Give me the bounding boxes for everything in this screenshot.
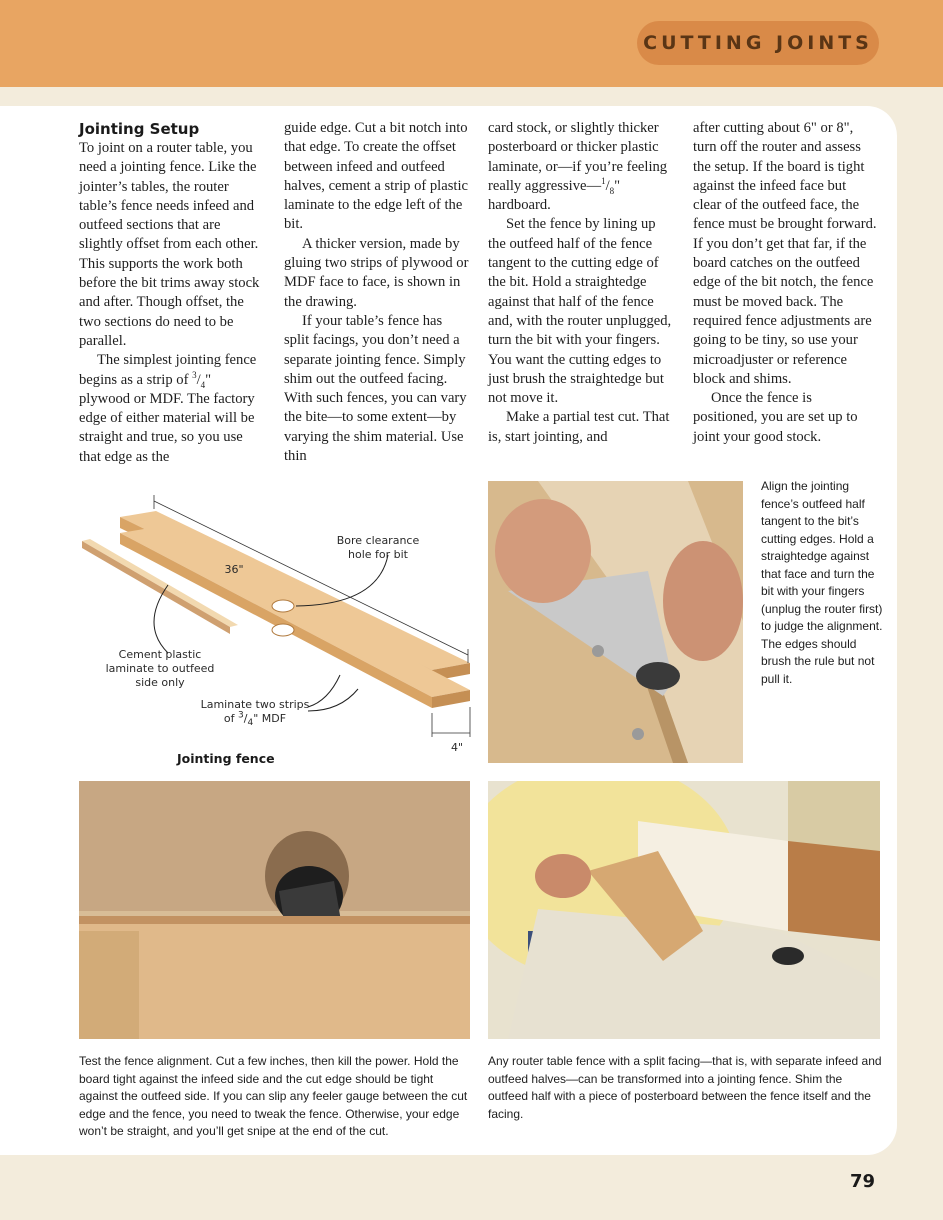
col2-paragraph-3: If your table’s fence has split facings, you don’t need a separate jointing fence. Simply shim out the outfeed facing. With such fences, you can vary the bite—to some extent—by varying the shim material. Use thin bbox=[284, 312, 467, 465]
col1-paragraph-1: To joint on a router table, you need a jointing fence. Like the jointer’s tables, the router table’s fence needs infeed and outfeed sections that are slightly offset from each other. This supports the work both before the bit trims away stock and after. Though offset, the two sections do need to be parallel. bbox=[79, 140, 260, 349]
col3-paragraph-1: card stock, or slightly thicker posterboard or thicker plastic laminate, or—if you’re feeling really $aggressive—^1/_8$" hardboard. bbox=[488, 120, 668, 214]
text-column-1 bbox=[79, 119, 264, 467]
chapter-tab bbox=[637, 21, 879, 65]
dim-width-label: 4" bbox=[450, 741, 464, 754]
col1-paragraph-2: The simplest jointing fence begins as a strip of $^3/_4$" plywood or MDF. The factory edge of either material will be straight and true, so you use that edge as the bbox=[79, 352, 257, 465]
page-number: 79 bbox=[850, 1171, 876, 1192]
laminate-strips-label: Laminate two strips of $^3/_4$" MDF bbox=[200, 698, 310, 729]
jointing-fence-diagram bbox=[78, 475, 478, 775]
col3-paragraph-3: Make a partial test cut. That is, start jointing, and bbox=[488, 409, 670, 445]
photo-test-cut-bit bbox=[79, 781, 470, 1039]
bit-notch-top bbox=[272, 600, 294, 612]
caption-photo-2: Test the fence alignment. Cut a few inches, then kill the power. Hold the board tight against the infeed side and the cut edge should be tight against the outfeed side. If you can slip any feeler gauge between the cut edge and the fence, you need to tweak the fence. Otherwise, your edge won’t be straight, and you’ll get snipe at the end of the cut. bbox=[79, 1054, 468, 1138]
text-column-3 bbox=[488, 119, 673, 447]
cement-laminate-label: Cement plastic laminate to outfeed side only bbox=[105, 648, 215, 689]
text-column-4 bbox=[693, 119, 878, 447]
bore-clearance-label: Bore clearance hole for bit bbox=[336, 534, 420, 561]
caption-photo-3: Any router table fence with a split facing—that is, with separate infeed and outfeed halves—can be transformed into a jointing fence. Shim the outfeed half with a piece of posterboard between the fence itself and the facing. bbox=[488, 1054, 882, 1121]
chapter-title: CUTTING JOINTS bbox=[643, 32, 873, 54]
text-column-2 bbox=[284, 119, 469, 466]
bit-notch-bottom bbox=[272, 624, 294, 636]
caption-photo-1: Align the jointing fence’s outfeed half tangent to the bit’s cutting edges. Hold a straightedge against that face and turn the bit with your fingers (unplug the router first) to judge the alignment. The edges should brush the rule but not pull it. bbox=[761, 479, 883, 686]
article-heading: Jointing Setup bbox=[79, 120, 200, 138]
col4-paragraph-2: Once the fence is positioned, you are set up to joint your good stock. bbox=[693, 390, 858, 445]
photo-straightedge-alignment bbox=[488, 481, 743, 763]
diagram-title: Jointing fence bbox=[177, 751, 275, 766]
leader-laminate-2 bbox=[308, 689, 358, 711]
col2-paragraph-1: guide edge. Cut a bit notch into that edge. To create the offset between infeed and outfeed halves, cement a strip of plastic laminate to the edge left of the bit. bbox=[284, 120, 468, 233]
col4-paragraph-1: after cutting about 6" or 8", turn off the router and assess the setup. If the board is tight against the infeed face but clear of the outfeed face, the fence must be brought forward. If you don’t get that far, if the board catches on the outfeed edge of the bit notch, the fence must be moved back. The required fence adjustments are going to be tiny, so use your microadjuster or reference block and shims. bbox=[693, 120, 877, 387]
col3-paragraph-2: Set the fence by lining up the outfeed half of the fence tangent to the cutting edge of the bit. Hold a straightedge against that half of the fence and, with the router unplugged, turn the bit with your fingers. You want the cutting edges to just brush the straightedge but not move it. bbox=[488, 216, 672, 407]
photo-router-table-shim bbox=[488, 781, 880, 1039]
dim-length-label: 36" bbox=[224, 563, 244, 576]
col2-paragraph-2: A thicker version, made by gluing two strips of plywood or MDF face to face, is shown in the drawing. bbox=[284, 235, 469, 310]
